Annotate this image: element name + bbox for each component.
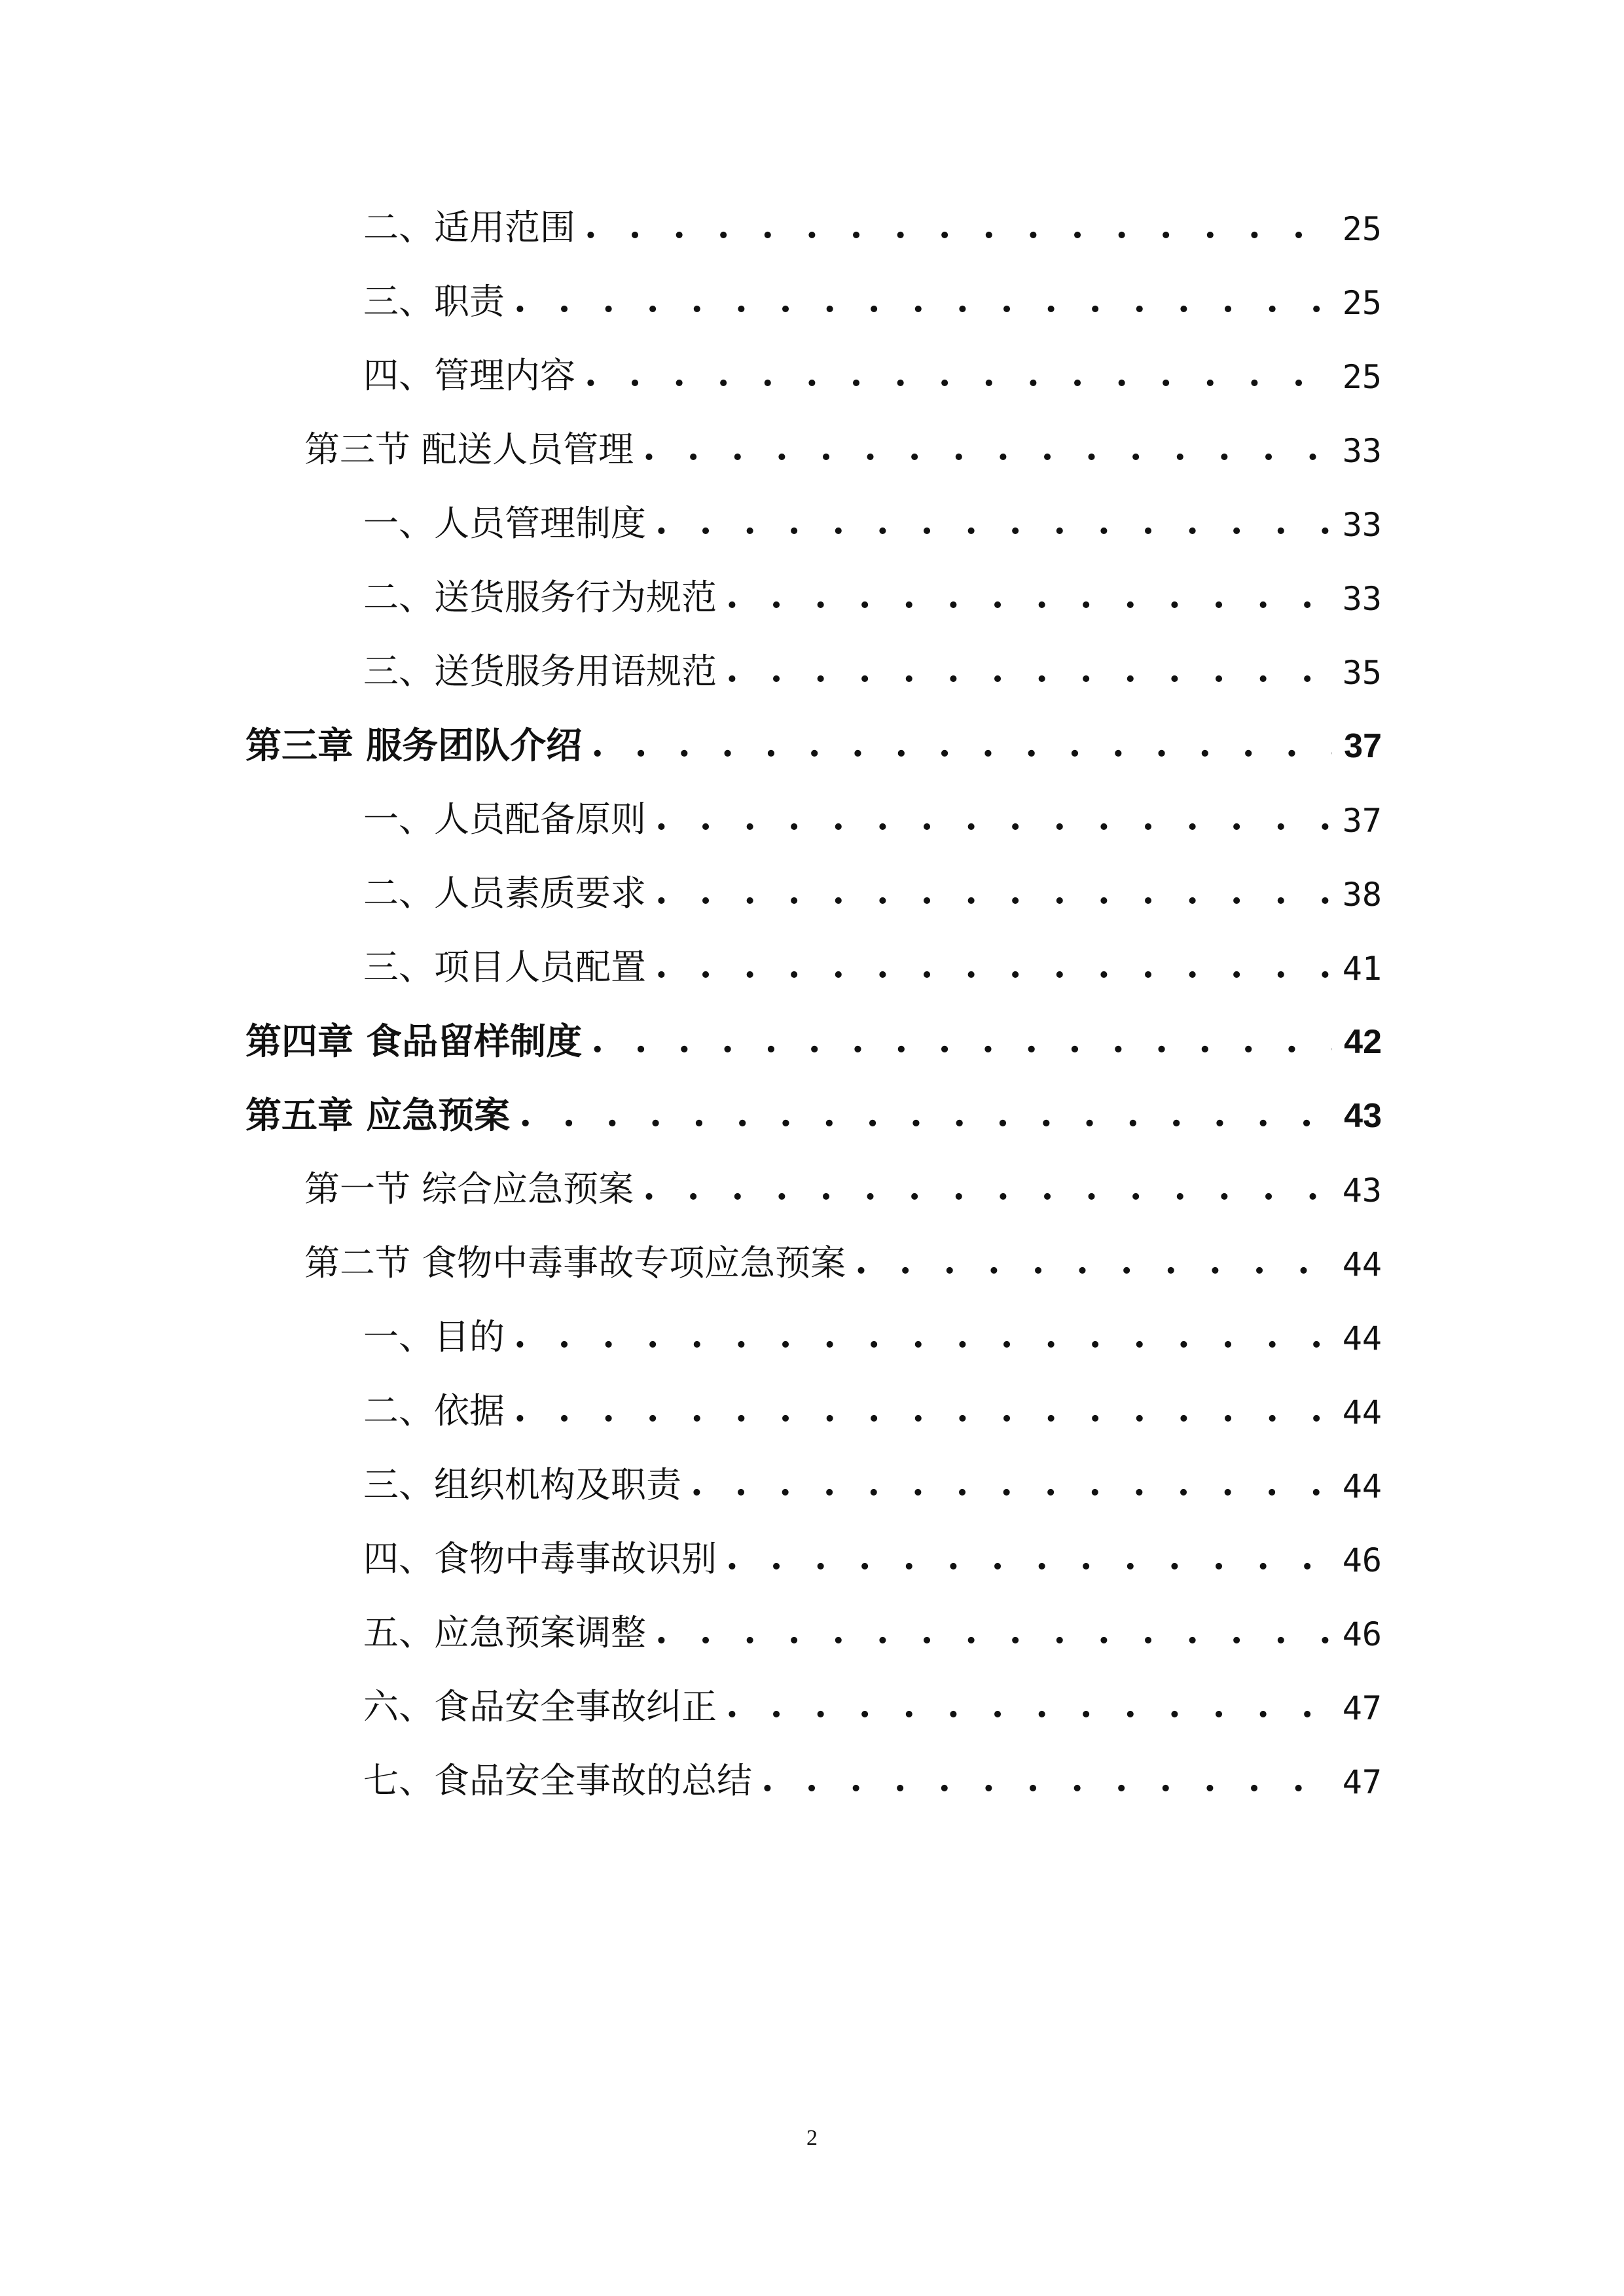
toc-dot-leader [655, 947, 1331, 985]
toc-entry-title: 三、组织机构及职责 [363, 1464, 681, 1505]
toc-entry-page: 44 [1342, 1319, 1382, 1357]
toc-entry-page: 41 [1342, 950, 1382, 988]
toc-entry-page: 25 [1342, 358, 1382, 396]
toc-entry[interactable] [363, 1598, 1382, 1651]
toc-dot-leader [726, 1687, 1331, 1725]
toc-entry[interactable] [245, 1081, 1382, 1136]
toc-entry[interactable] [363, 859, 1382, 914]
toc-entry[interactable] [363, 637, 1382, 692]
toc-entry-title: 六、食品安全事故纠正 [363, 1686, 717, 1727]
toc-entry-page: 25 [1342, 284, 1382, 322]
toc-entry-page: 42 [1344, 1023, 1382, 1061]
toc-entry-title: 二、适用范围 [363, 207, 575, 248]
toc-dot-leader [726, 651, 1331, 689]
toc-entry-page: 43 [1342, 1172, 1382, 1210]
toc-dot-leader [643, 1169, 1331, 1207]
toc-entry-title: 三、项目人员配置 [363, 946, 646, 988]
toc-entry[interactable] [245, 1007, 1382, 1062]
toc-entry-page: 44 [1342, 1393, 1382, 1431]
toc-entry-page: 44 [1342, 1246, 1382, 1283]
toc-entry-page: 46 [1342, 1615, 1382, 1653]
toc-entry-title: 第三章 服务团队介绍 [245, 724, 583, 766]
toc-entry[interactable] [363, 933, 1382, 988]
toc-dot-leader [855, 1243, 1331, 1281]
toc-entry-title: 二、送货服务行为规范 [363, 577, 717, 618]
toc-dot-leader [655, 1613, 1331, 1651]
toc-dot-leader [726, 577, 1331, 615]
toc-entry-page: 35 [1342, 654, 1382, 692]
toc-entry-page: 47 [1342, 1763, 1382, 1801]
toc-dot-leader [585, 207, 1331, 245]
toc-dot-leader [655, 799, 1331, 837]
toc-entry[interactable] [363, 563, 1382, 618]
toc-dot-leader [585, 355, 1331, 393]
toc-entry-page: 38 [1342, 876, 1382, 914]
toc-dot-leader [591, 1021, 1332, 1059]
toc-entry-page: 37 [1342, 802, 1382, 840]
toc-dot-leader [691, 1465, 1331, 1503]
toc-entry-page: 44 [1342, 1467, 1382, 1505]
toc-entry-title: 四、食物中毒事故识别 [363, 1538, 717, 1579]
toc-entry-title: 第二节 食物中毒事故专项应急预案 [304, 1242, 846, 1283]
page-number: 2 [806, 2126, 818, 2150]
toc-entry-page: 43 [1344, 1097, 1382, 1135]
toc-entry-title: 三、送货服务用语规范 [363, 651, 717, 692]
toc-entry[interactable] [304, 415, 1382, 470]
toc-entry-title: 第四章 食品留样制度 [245, 1020, 583, 1062]
toc-entry-title: 二、依据 [363, 1390, 505, 1431]
toc-entry-page: 33 [1342, 580, 1382, 618]
toc-entry[interactable] [363, 341, 1382, 396]
toc-dot-leader [761, 1761, 1331, 1799]
toc-entry[interactable] [363, 1746, 1382, 1799]
toc-entry-page: 47 [1342, 1689, 1382, 1727]
toc-entry-title: 一、人员管理制度 [363, 503, 646, 544]
toc-entry-title: 二、人员素质要求 [363, 872, 646, 914]
toc-entry-title: 一、人员配备原则 [363, 798, 646, 840]
toc-entry-page: 33 [1342, 506, 1382, 544]
toc-entry[interactable] [363, 1450, 1382, 1503]
toc-entry[interactable] [363, 1302, 1382, 1355]
toc-entry[interactable] [363, 489, 1382, 544]
toc-dot-leader [655, 873, 1331, 911]
toc-dot-leader [655, 503, 1331, 541]
toc-entry-title: 第一节 综合应急预案 [304, 1168, 634, 1210]
toc-entry[interactable] [363, 267, 1382, 322]
toc-entry[interactable] [304, 1229, 1382, 1281]
toc-entry-title: 七、食品安全事故的总结 [363, 1760, 752, 1801]
toc-entry[interactable] [363, 1672, 1382, 1725]
toc-entry-title: 三、职责 [363, 281, 505, 322]
toc-dot-leader [514, 281, 1331, 319]
toc-entry-title: 四、管理内容 [363, 355, 575, 396]
toc-entry-page: 46 [1342, 1541, 1382, 1579]
toc-dot-leader [643, 429, 1331, 467]
toc-entry[interactable] [245, 711, 1382, 766]
toc-entry[interactable] [363, 1376, 1382, 1429]
toc-entry-title: 第三节 配送人员管理 [304, 429, 634, 470]
toc-dot-leader [726, 1539, 1331, 1577]
toc-entry-title: 一、目的 [363, 1316, 505, 1357]
toc-entry[interactable] [363, 785, 1382, 840]
toc-entry[interactable] [363, 193, 1382, 248]
toc-dot-leader [514, 1391, 1331, 1429]
toc-entry-page: 33 [1342, 432, 1382, 470]
toc-entry[interactable] [304, 1155, 1382, 1210]
toc-entry-title: 第五章 应急预案 [245, 1094, 511, 1136]
toc-dot-leader [514, 1317, 1331, 1355]
toc-entry-page: 37 [1344, 727, 1382, 765]
toc-entry[interactable] [363, 1524, 1382, 1577]
toc-dot-leader [591, 725, 1332, 763]
toc-entry-page: 25 [1342, 210, 1382, 248]
toc-dot-leader [519, 1095, 1332, 1133]
toc-entry-title: 五、应急预案调整 [363, 1612, 646, 1653]
